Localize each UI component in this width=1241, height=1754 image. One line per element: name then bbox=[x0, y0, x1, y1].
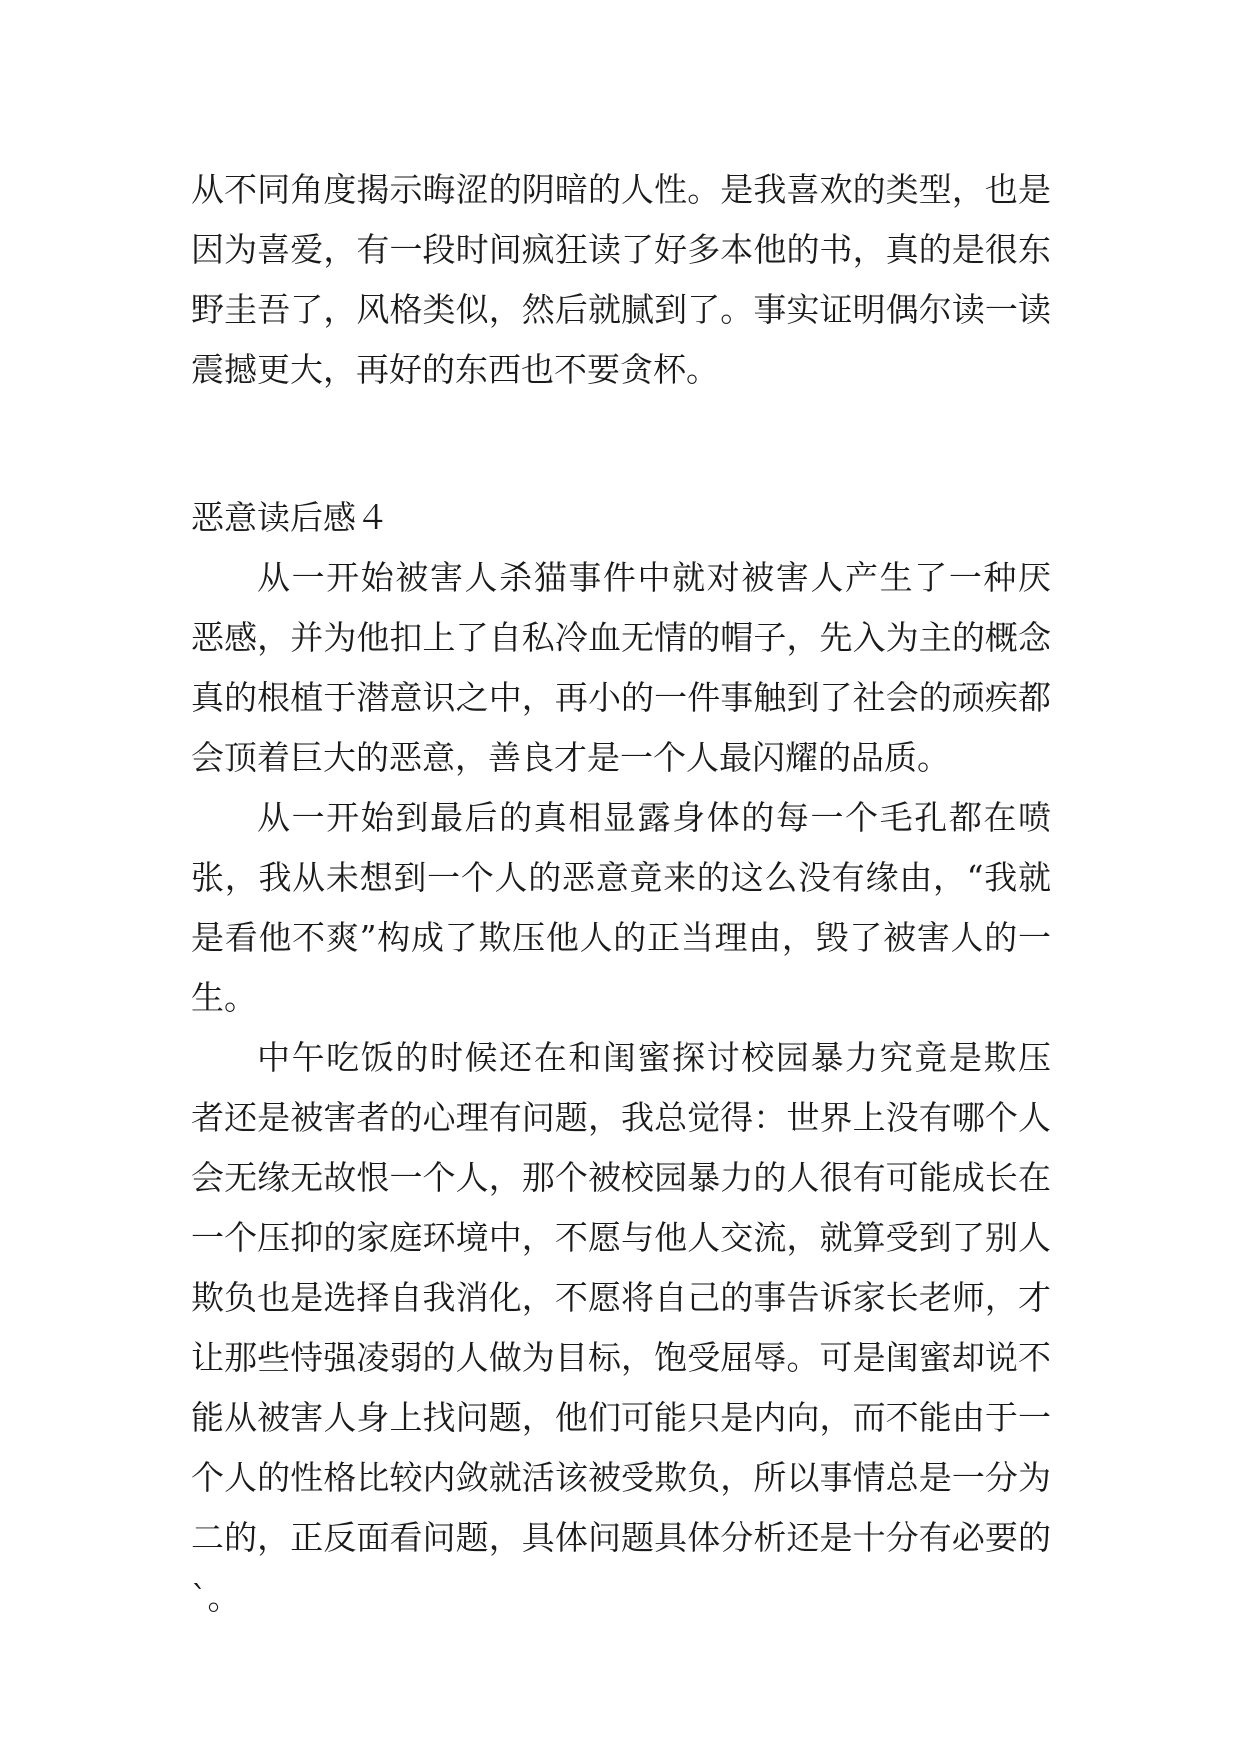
text-line: 震撼更大，再好的东西也不要贪杯。 bbox=[191, 350, 719, 389]
text-line: 者还是被害者的心理有问题，我总觉得：世界上没有哪个人 bbox=[191, 1098, 1051, 1137]
paragraph-gap bbox=[191, 400, 1051, 488]
text-line: 张，我从未想到一个人的恶意竟来的这么没有缘由，“我就 bbox=[191, 858, 1051, 897]
text-line: 会无缘无故恨一个人，那个被校园暴力的人很有可能成长在 bbox=[191, 1158, 1051, 1197]
text-line: 欺负也是选择自我消化，不愿将自己的事告诉家长老师，才 bbox=[191, 1278, 1051, 1317]
text-line: 是看他不爽”构成了欺压他人的正当理由，毁了被害人的一 bbox=[191, 918, 1051, 957]
document-body bbox=[191, 160, 1051, 1628]
text-line: 个人的性格比较内敛就活该被受欺负，所以事情总是一分为 bbox=[191, 1458, 1051, 1497]
text-line: 从不同角度揭示晦涩的阴暗的人性。是我喜欢的类型，也是 bbox=[191, 170, 1051, 209]
text-line: `。 bbox=[191, 1578, 241, 1617]
text-line: 恶感，并为他扣上了自私冷血无情的帽子，先入为主的概念 bbox=[191, 618, 1051, 657]
paragraph-3 bbox=[191, 1028, 1051, 1628]
paragraph-2 bbox=[191, 788, 1051, 1028]
text-line: 野圭吾了，风格类似，然后就腻到了。事实证明偶尔读一读 bbox=[191, 290, 1051, 329]
section-title: 恶意读后感４ bbox=[191, 498, 389, 537]
text-line: 从一开始被害人杀猫事件中就对被害人产生了一种厌 bbox=[257, 558, 1051, 597]
text-line: 生。 bbox=[191, 978, 257, 1017]
text-line: 会顶着巨大的恶意，善良才是一个人最闪耀的品质。 bbox=[191, 738, 950, 777]
paragraph-1 bbox=[191, 548, 1051, 788]
text-line: 二的，正反面看问题，具体问题具体分析还是十分有必要的 bbox=[191, 1518, 1051, 1557]
paragraph-intro bbox=[191, 160, 1051, 400]
text-line: 因为喜爱，有一段时间疯狂读了好多本他的书，真的是很东 bbox=[191, 230, 1051, 269]
text-line: 一个压抑的家庭环境中，不愿与他人交流，就算受到了别人 bbox=[191, 1218, 1051, 1257]
text-line: 能从被害人身上找问题，他们可能只是内向，而不能由于一 bbox=[191, 1398, 1051, 1437]
text-line: 真的根植于潜意识之中，再小的一件事触到了社会的顽疾都 bbox=[191, 678, 1051, 717]
text-line: 中午吃饭的时候还在和闺蜜探讨校园暴力究竟是欺压 bbox=[257, 1038, 1051, 1077]
text-line: 从一开始到最后的真相显露身体的每一个毛孔都在喷 bbox=[257, 798, 1051, 837]
text-line: 让那些恃强凌弱的人做为目标，饱受屈辱。可是闺蜜却说不 bbox=[191, 1338, 1051, 1377]
